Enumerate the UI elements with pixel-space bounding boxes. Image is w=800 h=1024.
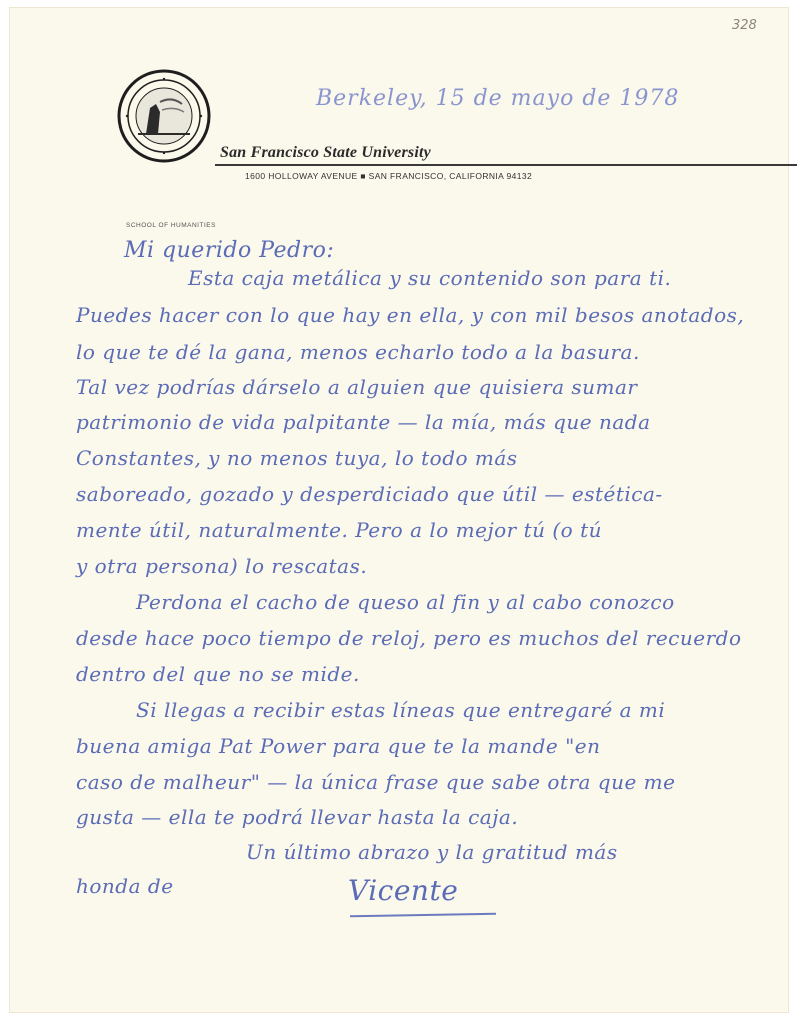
letter-line: lo que te dé la gana, menos echarlo todo a la basura. [76,340,640,364]
letterhead-rule [215,164,797,166]
letter-line: Un último abrazo y la gratitud más [246,840,618,864]
letter-line: saboreado, gozado y desperdiciado que útil — estética- [76,482,663,506]
letter-line: dentro del que no se mide. [76,662,360,686]
university-name: San Francisco State University [220,144,431,161]
signature-underline [350,913,496,918]
letter-line: desde hace poco tiempo de reloj, pero es muchos del recuerdo [76,626,742,650]
letter-greeting: Mi querido Pedro: [124,238,335,263]
letter-line: gusta — ella te podrá llevar hasta la caja. [76,805,519,829]
letter-date: Berkeley, 15 de mayo de 1978 [316,86,680,111]
letter-line: Tal vez podrías dárselo a alguien que quisiera sumar [76,375,638,399]
letter-line: Si llegas a recibir estas líneas que entregaré a mi [136,698,666,722]
letter-line: honda de [76,874,174,898]
school-name: SCHOOL OF HUMANITIES [126,222,216,229]
letter-sheet [10,8,788,1012]
letter-line: caso de malheur" — la única frase que sabe otra que me [76,770,676,794]
university-address: 1600 HOLLOWAY AVENUE ■ SAN FRANCISCO, CALIFORNIA 94132 [245,171,533,181]
letter-line: patrimonio de vida palpitante — la mía, más que nada [76,410,651,434]
university-seal-icon [116,68,212,164]
letter-line: buena amiga Pat Power para que te la mande "en [76,734,601,758]
letter-line: Perdona el cacho de queso al fin y al cabo conozco [136,590,675,614]
folio-number: 328 [732,18,757,33]
letter-line: Esta caja metálica y su contenido son para ti. [188,266,672,290]
letter-line: Puedes hacer con lo que hay en ella, y con mil besos anotados, [76,303,745,327]
letter-line: y otra persona) lo rescatas. [76,554,368,578]
signature: Vicente [348,874,459,907]
letter-line: mente útil, naturalmente. Pero a lo mejor tú (o tú [76,518,602,542]
letter-line: Constantes, y no menos tuya, lo todo más [76,446,518,470]
